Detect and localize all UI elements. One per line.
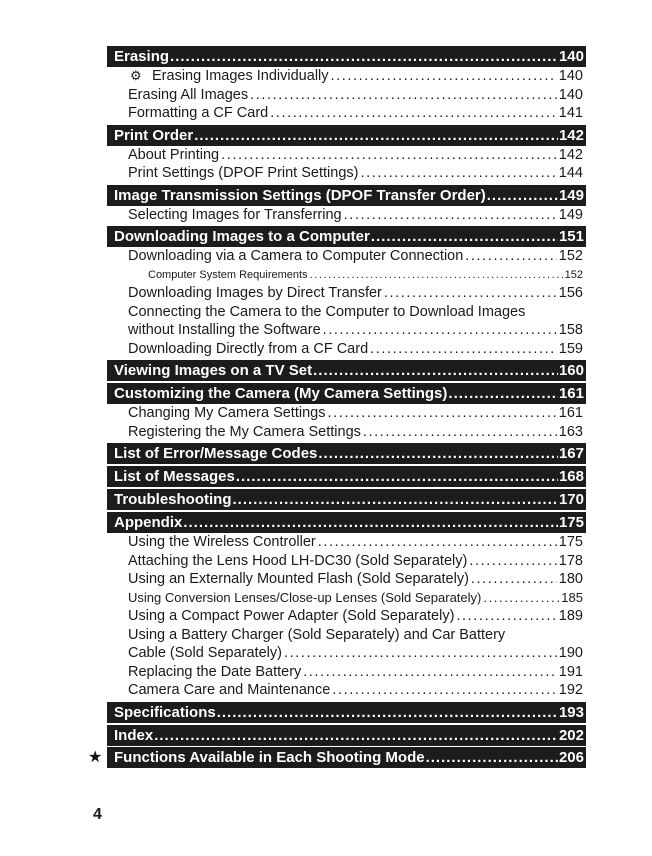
dot-leader	[327, 404, 556, 423]
toc-entry-title: Computer System Requirements	[148, 268, 308, 281]
toc-section-title: List of Error/Message Codes	[114, 445, 318, 462]
toc-entry-page: 190	[558, 645, 583, 661]
toc-section-heading[interactable]	[107, 360, 586, 381]
protect-icon: ⚙	[130, 68, 142, 83]
dot-leader	[332, 681, 556, 700]
toc-entry-title: Camera Care and Maintenance	[128, 682, 331, 698]
toc-section-page: 175	[558, 514, 584, 531]
toc-section-heading[interactable]	[107, 226, 586, 247]
dot-leader	[318, 443, 558, 464]
toc-section-heading[interactable]	[107, 512, 586, 533]
toc-section-heading[interactable]	[107, 383, 586, 404]
toc-entry-title: Using a Battery Charger (Sold Separately) and Car Battery	[128, 626, 506, 643]
toc-section-page: 149	[558, 186, 584, 204]
toc-entry-page: 149	[558, 206, 583, 223]
toc-entry[interactable]	[107, 607, 586, 626]
toc-entry[interactable]	[107, 86, 586, 105]
toc-section-title: Appendix	[114, 514, 183, 531]
dot-leader	[483, 589, 559, 608]
dot-leader	[465, 247, 557, 266]
toc-section-heading[interactable]	[107, 702, 586, 723]
dot-leader	[194, 125, 558, 146]
toc-entry-page: 144	[558, 165, 583, 181]
toc-entry-title: Erasing Images Individually	[152, 68, 329, 84]
dot-leader	[370, 340, 557, 359]
toc-entry-page: 161	[558, 405, 583, 421]
toc-entry-title: Cable (Sold Separately)	[128, 645, 282, 661]
table-of-contents	[88, 45, 586, 768]
toc-entry-page: 192	[558, 682, 583, 698]
toc-entry[interactable]	[107, 284, 586, 303]
toc-section-heading[interactable]	[88, 747, 586, 768]
dot-leader	[323, 321, 557, 340]
toc-entry-title: Replacing the Date Battery	[128, 663, 302, 680]
toc-entry-page: 159	[558, 340, 583, 357]
toc-section-heading[interactable]	[107, 443, 586, 464]
dot-leader	[170, 46, 558, 67]
dot-leader	[233, 489, 558, 510]
toc-entry-title: Using Conversion Lenses/Close-up Lenses (Sold Separately)	[128, 589, 482, 605]
toc-section-heading[interactable]	[107, 489, 586, 510]
toc-section-page: 206	[558, 748, 584, 766]
toc-section-page: 151	[558, 228, 584, 245]
dot-leader	[303, 663, 557, 682]
dot-leader	[310, 266, 563, 285]
toc-entry-page: 141	[558, 105, 583, 121]
dot-leader	[313, 360, 558, 381]
toc-entry-page: 152	[558, 248, 583, 264]
toc-entry-title: About Printing	[128, 146, 220, 163]
toc-entry[interactable]	[107, 67, 586, 86]
toc-entry-title: Using a Compact Power Adapter (Sold Separately)	[128, 608, 455, 624]
toc-entry[interactable]	[107, 266, 586, 285]
toc-section-title: Print Order	[114, 126, 194, 144]
toc-entry-title: without Installing the Software	[128, 322, 321, 338]
toc-entry[interactable]	[107, 533, 586, 552]
star-icon: ★	[88, 748, 103, 766]
toc-entry-title: Attaching the Lens Hood LH-DC30 (Sold Separately)	[128, 552, 468, 569]
toc-entry-title: Print Settings (DPOF Print Settings)	[128, 165, 359, 181]
toc-entry-title: Using the Wireless Controller	[128, 534, 316, 550]
toc-section-title: Index	[114, 726, 154, 744]
dot-leader	[469, 552, 556, 571]
dot-leader	[318, 533, 557, 552]
toc-entry-title: Downloading Images by Direct Transfer	[128, 285, 382, 301]
dot-leader	[284, 644, 557, 663]
dot-leader	[384, 284, 557, 303]
toc-entry-title: Using an Externally Mounted Flash (Sold Separately)	[128, 571, 469, 587]
toc-entry-title: Changing My Camera Settings	[128, 405, 326, 421]
toc-entry[interactable]	[107, 552, 586, 571]
toc-entry-title: Erasing All Images	[128, 86, 249, 103]
dot-leader	[217, 702, 558, 723]
toc-entry[interactable]	[107, 321, 586, 340]
toc-section-page: 140	[558, 48, 584, 65]
toc-section-title: Viewing Images on a TV Set	[114, 362, 313, 379]
dot-leader	[250, 86, 557, 105]
toc-entry-title: Selecting Images for Transferring	[128, 206, 342, 223]
dot-leader	[371, 226, 558, 247]
dot-leader	[221, 146, 557, 165]
toc-section-title: Functions Available in Each Shooting Mode	[114, 748, 425, 766]
toc-section-page: 202	[558, 726, 584, 744]
dot-leader	[154, 725, 558, 746]
dot-leader	[456, 607, 556, 626]
toc-section-heading[interactable]	[107, 725, 586, 746]
toc-entry-page: 191	[558, 663, 583, 680]
toc-section-title: Specifications	[114, 703, 216, 721]
toc-section-title: Image Transmission Settings (DPOF Transfer Order)	[114, 186, 486, 204]
toc-entry-page: 180	[558, 571, 583, 587]
toc-entry-page: 189	[558, 608, 583, 624]
toc-entry-page: 175	[558, 534, 583, 550]
toc-entry[interactable]	[107, 663, 586, 682]
dot-leader	[331, 67, 557, 86]
toc-entry-page: 152	[564, 268, 583, 281]
toc-section-page: 167	[558, 445, 584, 462]
toc-section-page: 193	[558, 703, 584, 721]
toc-entry-page: 142	[558, 146, 583, 163]
toc-entry[interactable]	[107, 340, 586, 359]
toc-section-page: 160	[558, 362, 584, 379]
dot-leader	[487, 185, 558, 206]
dot-leader	[344, 206, 557, 225]
toc-entry[interactable]	[107, 404, 586, 423]
dot-leader	[448, 383, 558, 404]
toc-entry-title: Connecting the Camera to the Computer to Download Images	[128, 303, 526, 320]
toc-section-heading[interactable]	[107, 125, 586, 146]
toc-section-heading[interactable]	[107, 466, 586, 487]
toc-section-title: Downloading Images to a Computer	[114, 228, 370, 245]
toc-entry-title: Formatting a CF Card	[128, 105, 269, 121]
toc-entry[interactable]	[107, 589, 586, 608]
page-number: 4	[93, 806, 102, 823]
toc-section-heading[interactable]	[107, 185, 586, 206]
toc-entry-page: 185	[561, 589, 583, 605]
dot-leader	[363, 423, 557, 442]
toc-entry[interactable]	[107, 423, 586, 442]
dot-leader	[270, 104, 557, 123]
toc-entry-page: 158	[558, 322, 583, 338]
dot-leader	[236, 466, 558, 487]
toc-entry-page: 156	[558, 285, 583, 301]
toc-section-page: 168	[558, 468, 584, 485]
toc-section-title: Erasing	[114, 48, 170, 65]
dot-leader	[183, 512, 558, 533]
toc-section-heading[interactable]	[107, 46, 586, 67]
toc-entry-page: 178	[558, 552, 583, 569]
toc-section-title: Troubleshooting	[114, 491, 232, 508]
dot-leader	[426, 747, 558, 768]
toc-entry[interactable]	[107, 681, 586, 700]
toc-section-page: 142	[558, 126, 584, 144]
toc-section-title: Customizing the Camera (My Camera Settings)	[114, 385, 448, 402]
toc-entry-title: Registering the My Camera Settings	[128, 423, 361, 440]
toc-entry[interactable]	[107, 206, 586, 225]
toc-entry[interactable]	[107, 570, 586, 589]
toc-entry[interactable]	[107, 644, 586, 663]
toc-entry[interactable]	[107, 146, 586, 165]
toc-section-page: 170	[558, 491, 584, 508]
toc-entry-title: Downloading via a Camera to Computer Connection	[128, 248, 464, 264]
toc-section-page: 161	[558, 385, 584, 402]
toc-entry[interactable]	[107, 303, 586, 322]
dot-leader	[360, 164, 556, 183]
toc-section-title: List of Messages	[114, 468, 235, 485]
toc-entry-page: 163	[558, 423, 583, 440]
toc-entry[interactable]	[107, 247, 586, 266]
toc-entry[interactable]	[107, 104, 586, 123]
toc-entry[interactable]	[107, 626, 586, 645]
toc-entry-page: 140	[558, 86, 583, 103]
toc-entry-page: 140	[558, 68, 583, 84]
toc-entry-title: Downloading Directly from a CF Card	[128, 340, 369, 357]
dot-leader	[471, 570, 557, 589]
toc-entry[interactable]	[107, 164, 586, 183]
